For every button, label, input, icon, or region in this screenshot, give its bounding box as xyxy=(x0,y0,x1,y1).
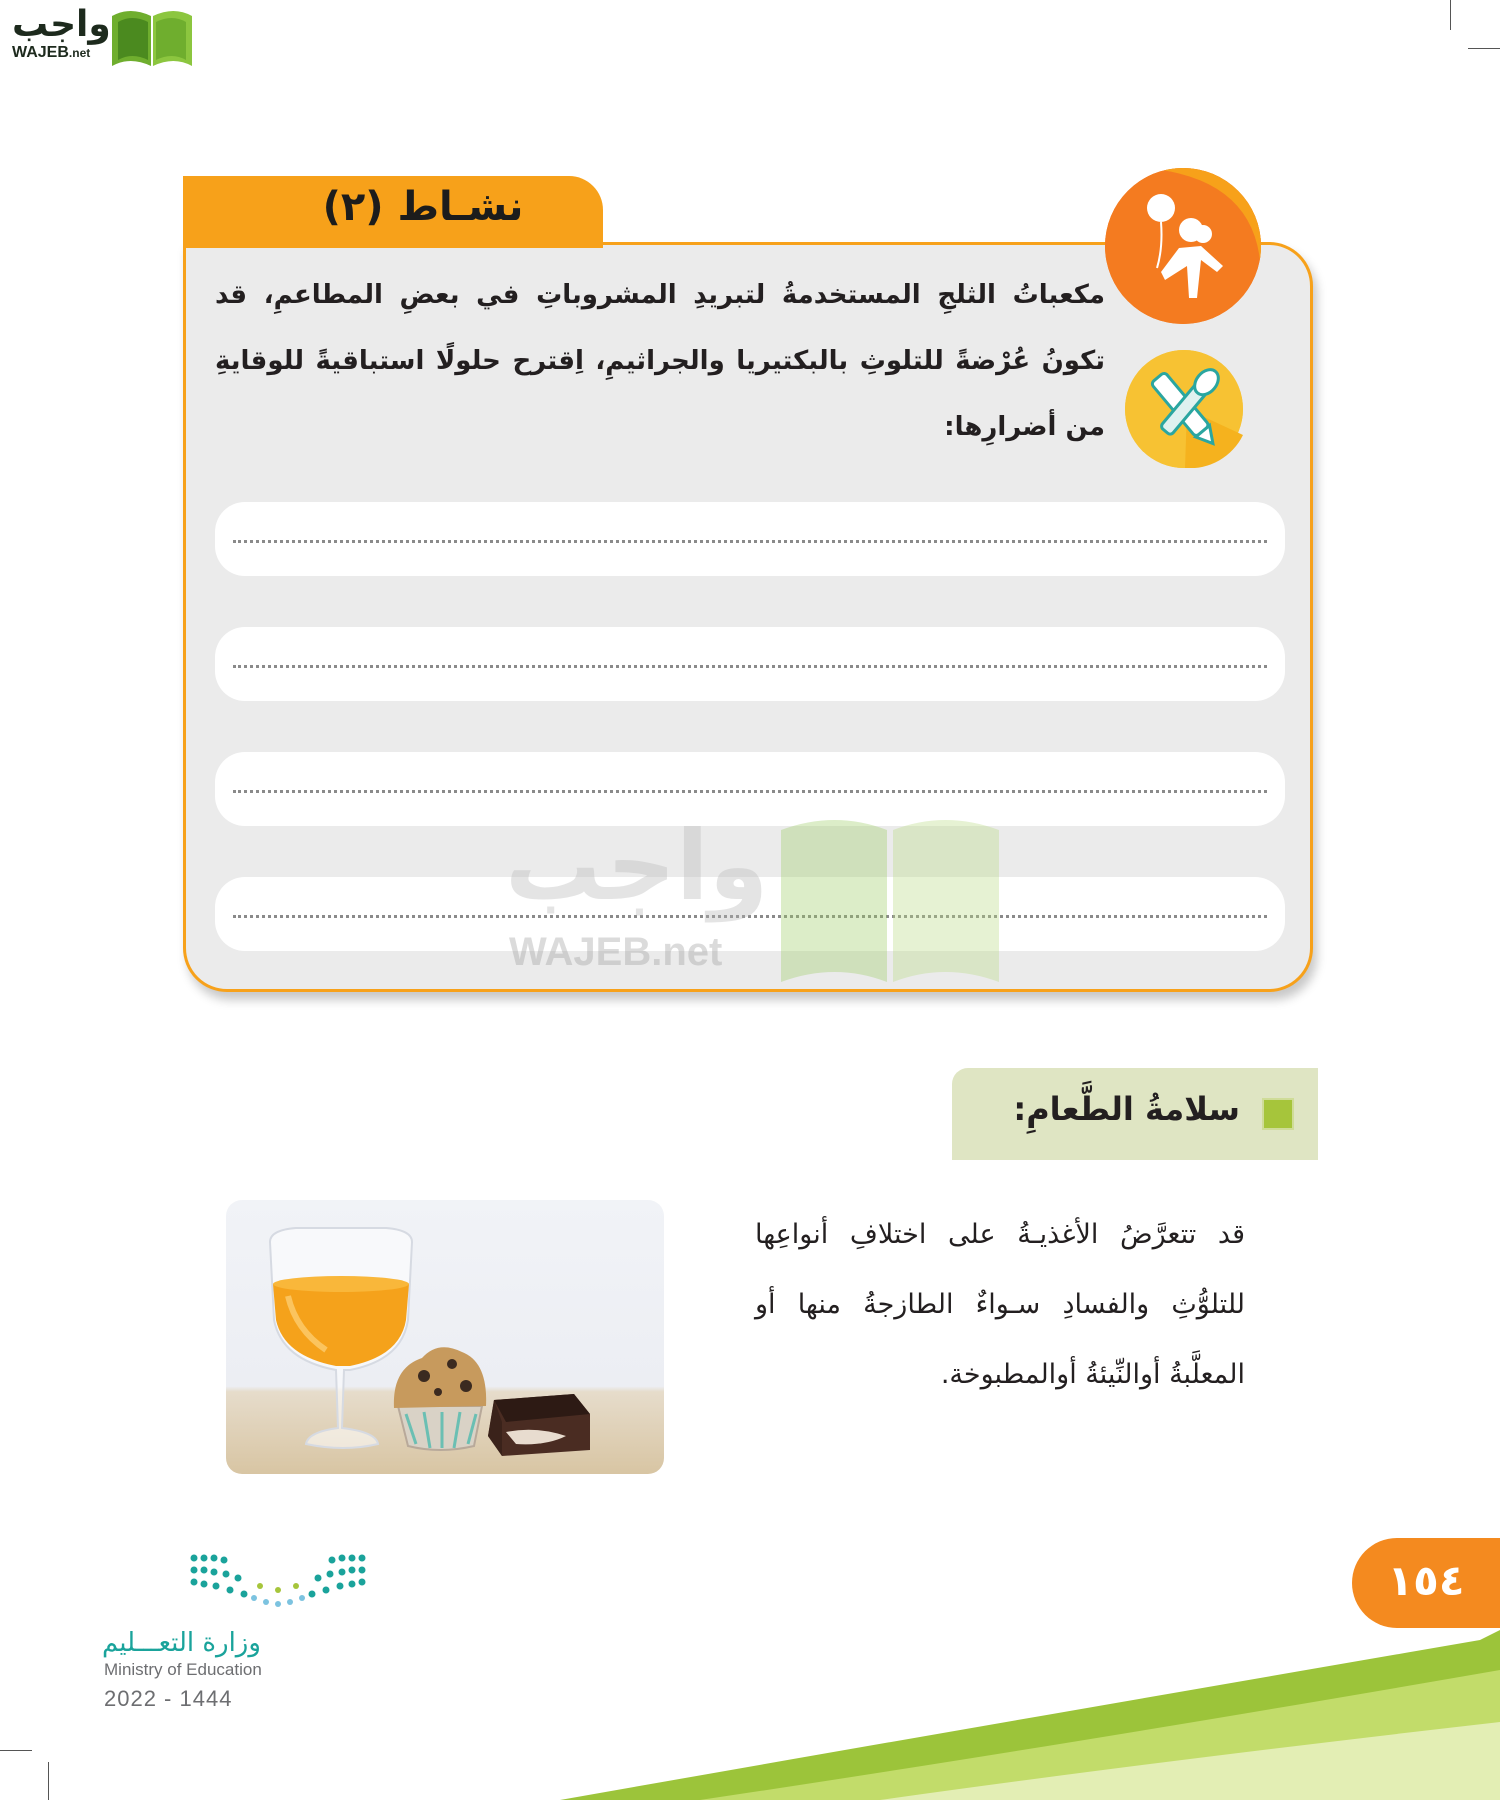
green-square-bullet-icon xyxy=(1262,1098,1294,1130)
wajeb-logo-latin: WAJEB.net xyxy=(12,44,91,61)
wajeb-logo-arabic: واجب xyxy=(12,4,111,45)
watermark-latin: WAJEB.net xyxy=(509,930,723,974)
ministry-english-name: Ministry of Education xyxy=(104,1660,262,1679)
wajeb-watermark xyxy=(505,810,1025,990)
activity-prompt: مكعباتُ الثلجِ المستخدمةُ لتبريدِ المشروباتِ في بعضِ المطاعمِ، قد تكونُ عُرْضةً للتلوثِ بالبكتيريا والجراثيمِ، اِقترح حلولًا استباقيةً للوقايةِ من أضرارِها: xyxy=(215,280,1105,442)
pencil-brush-icon xyxy=(1125,350,1243,468)
food-safety-title: سلامةُ الطَّعامِ: xyxy=(1013,1090,1240,1128)
watermark-arabic: واجب xyxy=(505,810,769,922)
crop-mark xyxy=(1468,48,1500,49)
page-number-tab xyxy=(1352,1538,1500,1628)
book-icon xyxy=(108,6,196,68)
dotted-guide xyxy=(233,540,1267,543)
dotted-guide xyxy=(233,665,1267,668)
ministry-dots-emblem-icon xyxy=(188,1550,368,1610)
dotted-guide xyxy=(233,790,1267,793)
wajeb-logo[interactable] xyxy=(8,4,193,68)
answer-line-1[interactable] xyxy=(215,502,1285,576)
activity-title: نشـاط (٢) xyxy=(322,184,524,230)
edition-year: 2022 - 1444 xyxy=(104,1686,233,1711)
crop-mark xyxy=(1450,0,1451,30)
page-number: ١٥٤ xyxy=(1387,1556,1465,1605)
activity-title-tab xyxy=(183,176,603,248)
watermark-book-icon xyxy=(775,810,1005,985)
decorative-green-swoosh xyxy=(0,1630,1500,1800)
food-safety-paragraph: قد تتعرَّضُ الأغذيـةُ على اختلافِ أنواعِها للتلوُّثِ والفسادِ سـواءٌ الطازجةُ منها أو المعلَّبةُ أوالنِّيئةُ أوالمطبوخة. xyxy=(755,1219,1245,1390)
juice-glass-and-pastries-photo xyxy=(226,1200,664,1474)
food-safety-header xyxy=(952,1068,1318,1160)
answer-line-2[interactable] xyxy=(215,627,1285,701)
activity-person-balloon-icon xyxy=(1105,168,1261,324)
ministry-arabic-name: وزارة التعـــليم xyxy=(102,1628,261,1658)
